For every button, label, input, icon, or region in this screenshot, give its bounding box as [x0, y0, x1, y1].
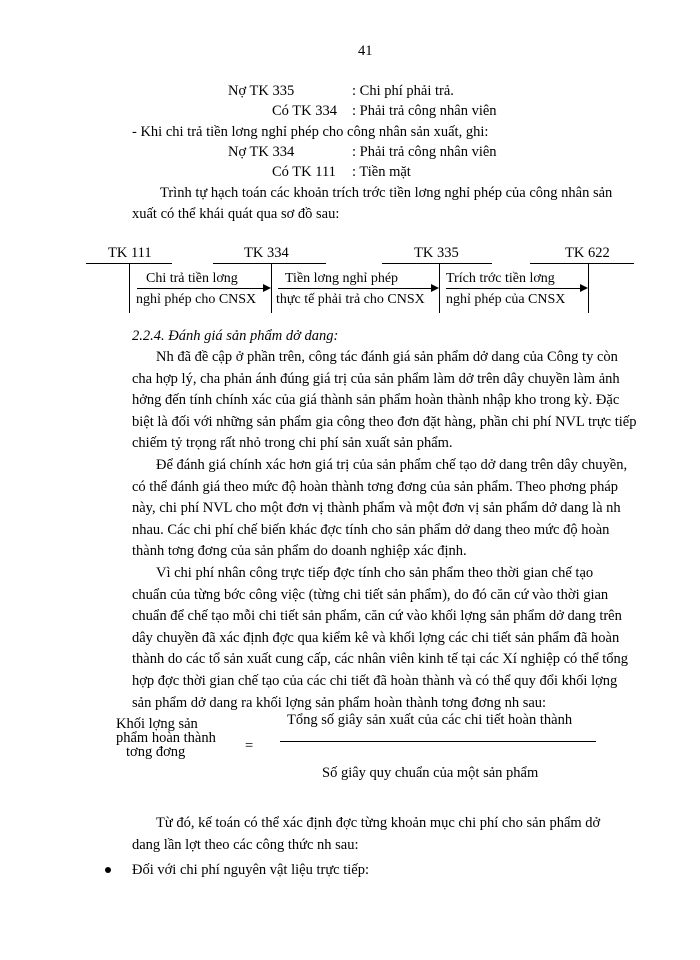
paragraph-3-line: dây chuyền đã xác định đợc qua kiểm kê và khối lợng các chi tiết sản phẩm đã hoàn: [132, 629, 620, 646]
paragraph-1: [132, 347, 668, 455]
intro-line-2: xuất có thể khái quát qua sơ đồ sau:: [132, 206, 340, 222]
paragraph-4: [132, 813, 668, 856]
formula-lhs-line-1: Khối lợng sản: [116, 716, 198, 732]
paragraph-2-line: Để đánh giá chính xác hơn giá trị của sản phẩm chế tạo dở dang trên dây chuyền,: [156, 457, 628, 473]
paragraph-3-line: chuẩn để chế tạo mỗi chi tiết sản phẩm, căn cứ vào khối lợng sản phẩm dở dang trên: [132, 608, 622, 625]
paragraph-3: [132, 563, 668, 714]
paragraph-2: [132, 455, 668, 563]
t-account-line-tk335: [382, 263, 492, 264]
bullet-dot: [105, 867, 111, 873]
paragraph-4-line: dang lần lợt theo các công thức nh sau:: [132, 836, 359, 853]
entry-debit-335: Nợ TK 335: [228, 83, 295, 99]
flow-1-label-bottom: nghỉ phép cho CNSX: [136, 292, 257, 307]
paragraph-3-line: hợp đợc thời gian chế tạo của các chi tiết đã hoàn thành và có thể quy đổi khối lợng: [132, 672, 618, 689]
flow-3-label-bottom: nghỉ phép của CNSX: [446, 292, 566, 307]
paragraph-2-line: này, chi phí NVL cho một đơn vị thành phẩm và một đơn vị sản phẩm dở dang là nh: [132, 500, 621, 517]
paragraph-1-line: chiếm tỷ trọng rất nhỏ trong chi phí sản xuất sản phẩm.: [132, 435, 453, 452]
account-label-tk622: TK 622: [565, 245, 610, 261]
paragraph-2-line: nhau. Các chi phí chế biến khác đợc tính cho sản phẩm dở dang theo mức độ hoàn: [132, 521, 610, 538]
entry-debit-335-desc: : Chi phí phải trả.: [352, 83, 454, 99]
intro-line-1: Trình tự hạch toán các khoản trích trớc tiền lơng nghỉ phép của công nhân sản: [160, 185, 613, 201]
entry-debit-334-desc: : Phải trả công nhân viên: [352, 144, 497, 160]
paragraph-1-line: cha hợp lý, cha phản ánh đúng giá trị của sản phẩm làm dở trên dây chuyền làm ảnh: [132, 370, 620, 387]
paragraph-4-line: Từ đó, kế toán có thể xác định đợc từng khoản mục chi phí cho sản phẩm dở: [156, 815, 601, 831]
formula-fraction-bar: [280, 741, 596, 742]
t-account-line-tk622: [530, 263, 634, 264]
bullet-item: Đối với chi phí nguyên vật liệu trực tiếp:: [132, 862, 370, 878]
flow-3-arrowhead: [580, 284, 588, 292]
t-account-stem-tk622: [588, 263, 589, 313]
flow-1-arrow: [137, 288, 263, 289]
entry-credit-111-desc: : Tiền mặt: [352, 164, 411, 180]
flow-1-label-top: Chi trả tiền lơng: [146, 271, 238, 286]
paragraph-3-line: chuẩn của từng bớc công việc (từng chi tiết sản phẩm), do đó căn cứ vào thời gian: [132, 586, 609, 603]
entry-debit-334: Nợ TK 334: [228, 144, 295, 160]
paragraph-3-line: Vì chi phí nhân công trực tiếp đợc tính cho sản phẩm theo thời gian chế tạo: [156, 565, 594, 581]
formula-equals: =: [245, 738, 254, 754]
flow-2-label-bottom: thực tế phải trả cho CNSX: [276, 292, 425, 307]
section-heading: 2.2.4. Đánh giá sản phẩm dở dang:: [132, 328, 339, 344]
formula-lhs-line-2: phẩm hoàn thành: [116, 730, 216, 746]
flow-3-arrow: [446, 288, 580, 289]
paragraph-1-line: Nh đã đề cập ở phần trên, công tác đánh giá sản phẩm dở dang của Công ty còn: [156, 349, 618, 365]
entry-credit-334: Có TK 334: [272, 103, 337, 119]
t-account-stem-tk334: [271, 263, 272, 313]
flow-2-label-top: Tiền lơng nghỉ phép: [285, 271, 399, 286]
t-account-stem-tk111: [129, 263, 130, 313]
paragraph-2-line: có thể đánh giá theo mức độ hoàn thành tơng đơng của sản phẩm. Theo phơng pháp: [132, 478, 619, 495]
formula-denominator: Số giây quy chuẩn của một sản phẩm: [322, 765, 539, 781]
flow-2-arrow: [278, 288, 431, 289]
t-account-stem-tk335: [439, 263, 440, 313]
flow-2-arrowhead: [431, 284, 439, 292]
paragraph-2-line: thành tơng đơng của sản phẩm do doanh nghiệp xác định.: [132, 543, 467, 560]
account-label-tk334: TK 334: [244, 245, 289, 261]
formula-numerator: Tổng số giây sản xuất của các chi tiết hoàn thành: [287, 712, 573, 728]
t-account-line-tk334: [213, 263, 326, 264]
account-label-tk335: TK 335: [414, 245, 459, 261]
flow-1-arrowhead: [263, 284, 271, 292]
paragraph-1-line: hởng đến tính chính xác của giá thành sản phẩm hoàn thành nhập kho trong kỳ. Đặc: [132, 392, 620, 409]
formula-lhs-line-3: tơng đơng: [126, 744, 186, 760]
instruction-line: - Khi chi trả tiền lơng nghỉ phép cho công nhân sản xuất, ghi:: [132, 124, 489, 140]
flow-3-label-top: Trích trớc tiền lơng: [446, 271, 555, 286]
paragraph-3-line: thành do các tổ sản xuất cung cấp, các nhân viên kinh tế tại các Xí nghiệp có thể tổng: [132, 651, 629, 668]
paragraph-1-line: biệt là đối với những sản phẩm gia công theo đơn đặt hàng, phần chi phí NVL trực tiếp: [132, 413, 637, 430]
paragraph-3-line: sản phẩm dở dang ra khối lợng sản phẩm hoàn thành tơng đơng nh sau:: [132, 694, 547, 711]
entry-credit-111: Có TK 111: [272, 164, 336, 180]
entry-credit-334-desc: : Phải trả công nhân viên: [352, 103, 497, 119]
page-number: 41: [358, 43, 373, 59]
account-label-tk111: TK 111: [108, 245, 152, 261]
